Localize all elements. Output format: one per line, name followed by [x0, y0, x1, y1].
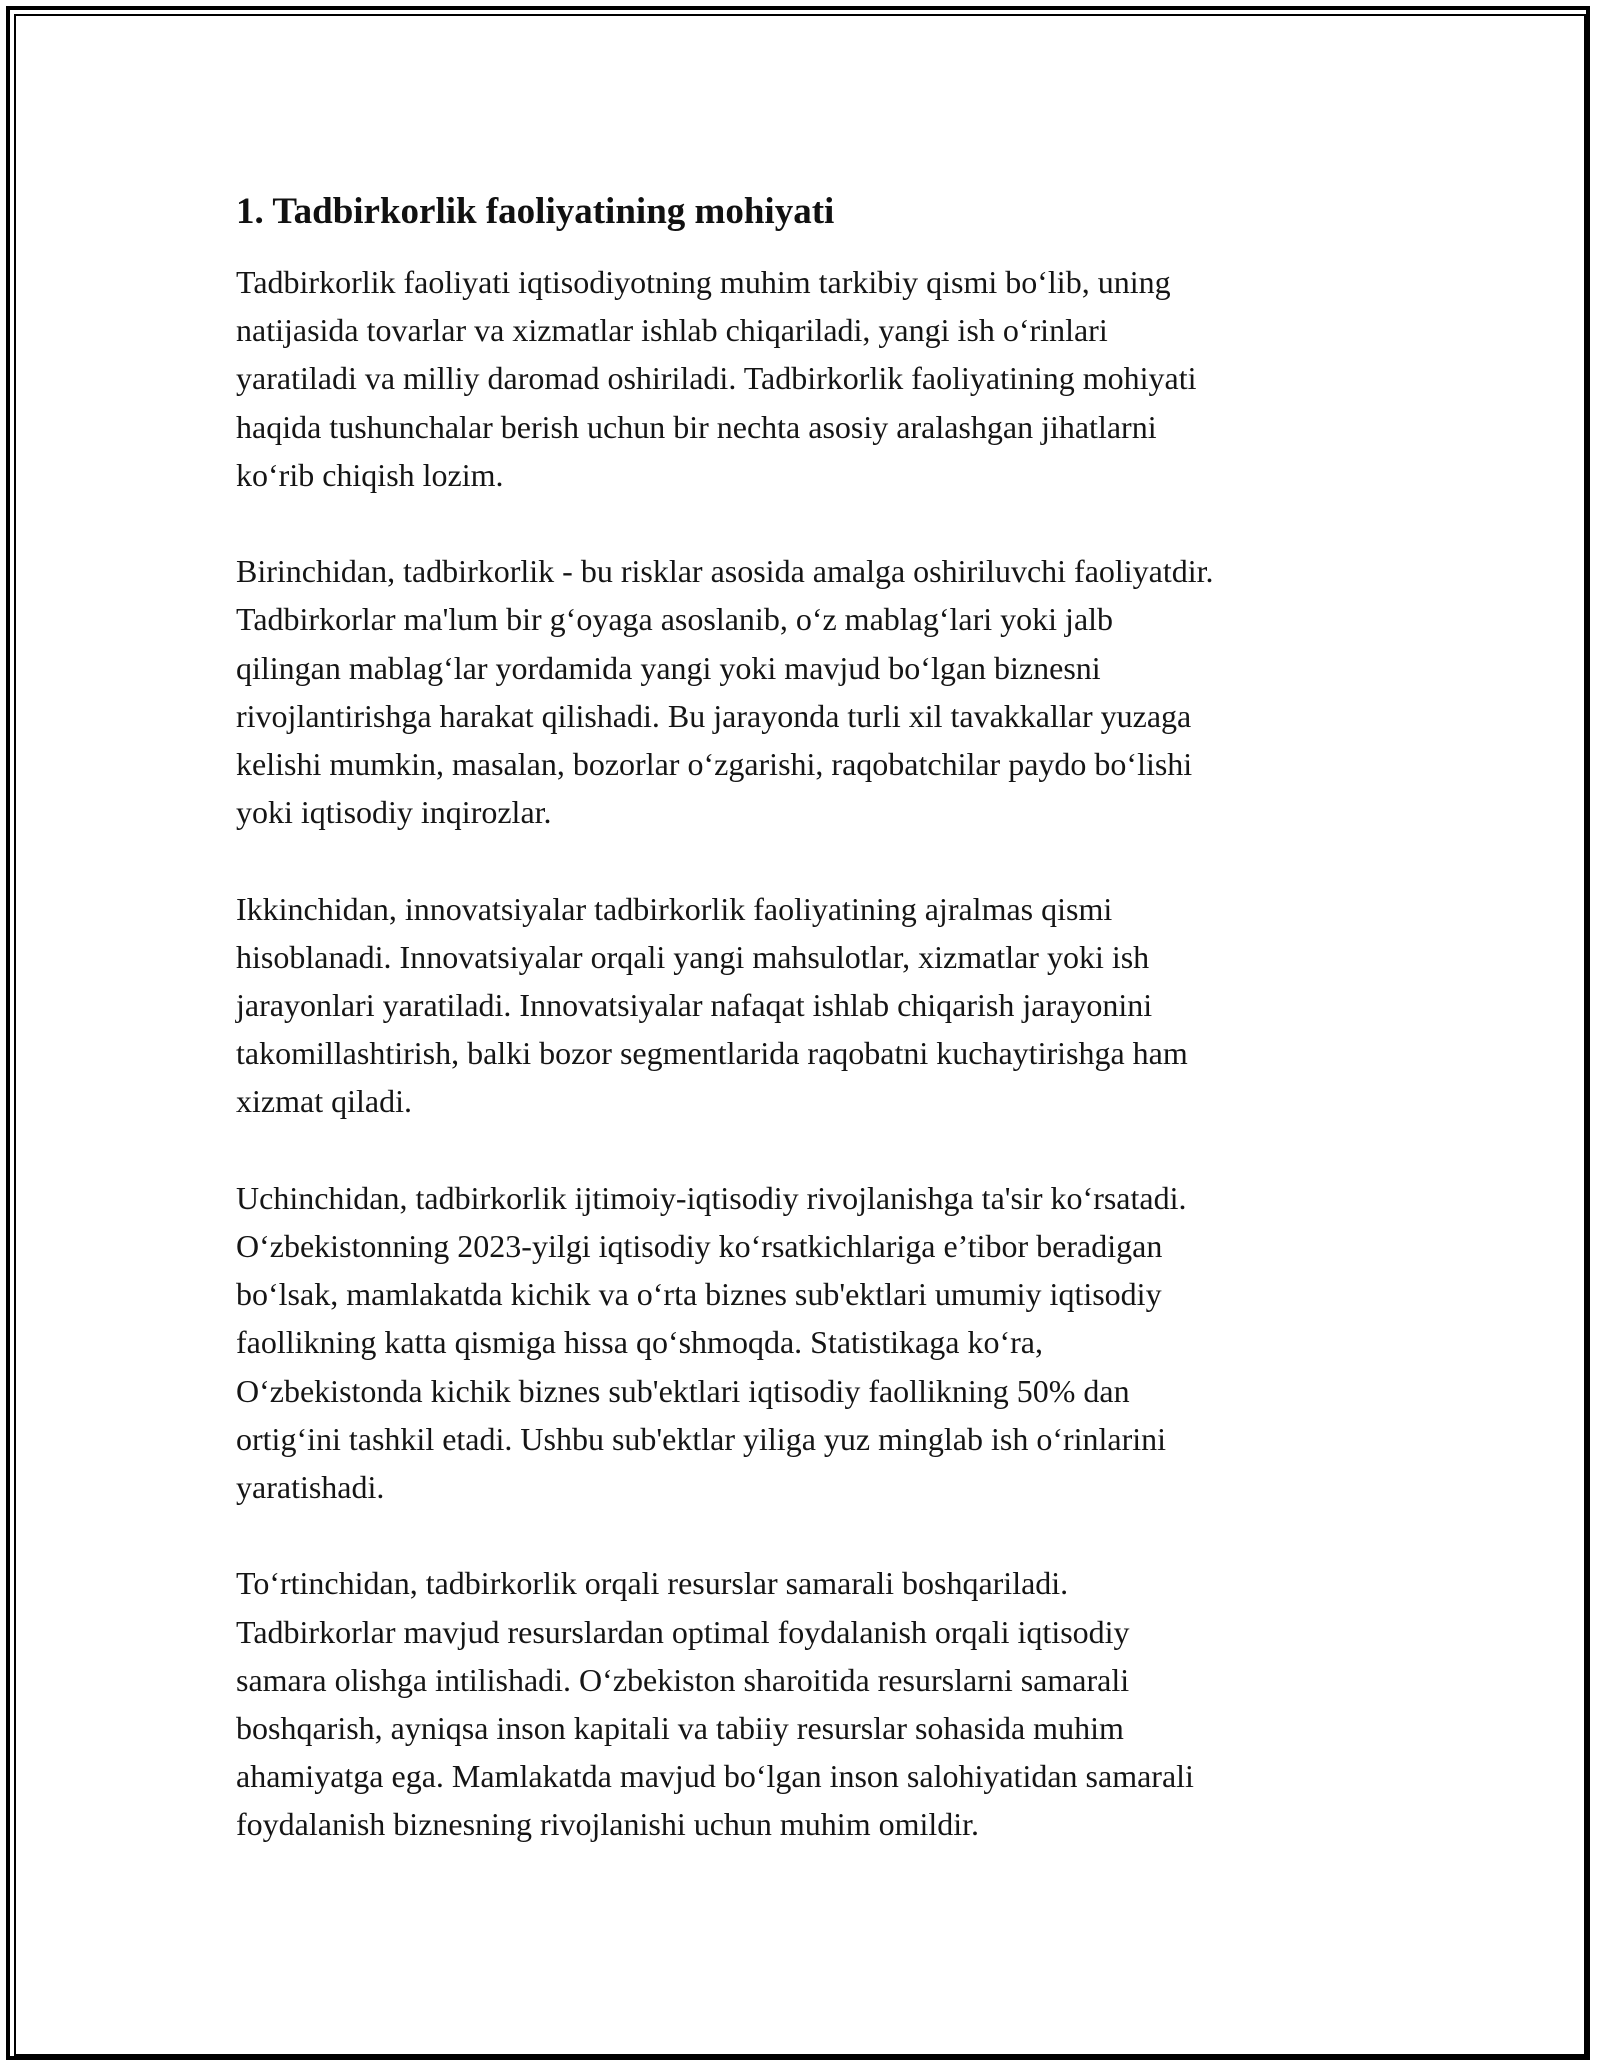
- text-line: Birinchidan, tadbirkorlik - bu risklar asosida amalga oshiriluvchi faoliyatdir.: [236, 553, 1214, 590]
- text-line: qilingan mablag‘lar yordamida yangi yoki mavjud bo‘lgan biznesni: [236, 649, 1101, 686]
- paragraphs-container: [236, 258, 1396, 1849]
- text-line: yaratishadi.: [236, 1469, 385, 1506]
- text-line: jarayonlari yaratiladi. Innovatsiyalar nafaqat ishlab chiqarish jarayonini: [236, 987, 1153, 1024]
- text-line: takomillashtirish, balki bozor segmentlarida raqobatni kuchaytirishga ham: [236, 1035, 1188, 1072]
- text-line: hisoblanadi. Innovatsiyalar orqali yangi mahsulotlar, xizmatlar yoki ish: [236, 938, 1150, 975]
- text-line: boshqarish, ayniqsa inson kapitali va tabiiy resurslar sohasida muhim: [236, 1710, 1124, 1747]
- text-line: foydalanish biznesning rivojlanishi uchun muhim omildir.: [236, 1806, 980, 1843]
- section-heading: 1. Tadbirkorlik faoliyatining mohiyati: [236, 191, 835, 232]
- text-line: kelishi mumkin, masalan, bozorlar o‘zgarishi, raqobatchilar paydo bo‘lishi: [236, 746, 1193, 783]
- text-line: ortig‘ini tashkil etadi. Ushbu sub'ektlar yiliga yuz minglab ish o‘rinlarini: [236, 1420, 1167, 1457]
- text-line: xizmat qiladi.: [236, 1083, 412, 1120]
- text-line: Tadbirkorlik faoliyati iqtisodiyotning muhim tarkibiy qismi bo‘lib, uning: [236, 264, 1171, 300]
- paragraph: [236, 885, 1396, 1126]
- text-line: natijasida tovarlar va xizmatlar ishlab chiqariladi, yangi ish o‘rinlari: [236, 312, 1108, 349]
- text-line: O‘zbekistonda kichik biznes sub'ektlari iqtisodiy faollikning 50% dan: [236, 1372, 1130, 1409]
- text-line: ko‘rib chiqish lozim.: [236, 456, 504, 493]
- text-line: Tadbirkorlar ma'lum bir g‘oyaga asoslanib, o‘z mablag‘lari yoki jalb: [236, 601, 1114, 638]
- paragraph: [236, 1559, 1396, 1848]
- text-line: ahamiyatga ega. Mamlakatda mavjud bo‘lgan inson salohiyatidan samarali: [236, 1758, 1194, 1795]
- text-line: yaratiladi va milliy daromad oshiriladi. Tadbirkorlik faoliyatining mohiyati: [236, 360, 1197, 397]
- text-line: O‘zbekistonning 2023-yilgi iqtisodiy ko‘rsatkichlariga e’tibor beradigan: [236, 1228, 1163, 1265]
- document-body: [236, 188, 1396, 1897]
- text-line: faollikning katta qismiga hissa qo‘shmoqda. Statistikaga ko‘ra,: [236, 1324, 1043, 1361]
- paragraph: [236, 547, 1396, 836]
- text-line: rivojlantirishga harakat qilishadi. Bu jarayonda turli xil tavakkallar yuzaga: [236, 697, 1192, 734]
- text-line: Ikkinchidan, innovatsiyalar tadbirkorlik faoliyatining ajralmas qismi: [236, 890, 1113, 927]
- text-line: Uchinchidan, tadbirkorlik ijtimoiy-iqtisodiy rivojlanishga ta'sir ko‘rsatadi.: [236, 1179, 1187, 1216]
- text-line: To‘rtinchidan, tadbirkorlik orqali resurslar samarali boshqariladi.: [236, 1565, 1069, 1602]
- text-line: haqida tushunchalar berish uchun bir nechta asosiy aralashgan jihatlarni: [236, 408, 1157, 445]
- text-line: samara olishga intilishadi. O‘zbekiston sharoitida resurslarni samarali: [236, 1661, 1130, 1698]
- paragraph: [236, 1174, 1396, 1511]
- text-line: bo‘lsak, mamlakatda kichik va o‘rta biznes sub'ektlari umumiy iqtisodiy: [236, 1276, 1162, 1313]
- text-line: yoki iqtisodiy inqirozlar.: [236, 794, 552, 831]
- paragraph: [236, 258, 1396, 499]
- text-line: Tadbirkorlar mavjud resurslardan optimal foydalanish orqali iqtisodiy: [236, 1613, 1130, 1650]
